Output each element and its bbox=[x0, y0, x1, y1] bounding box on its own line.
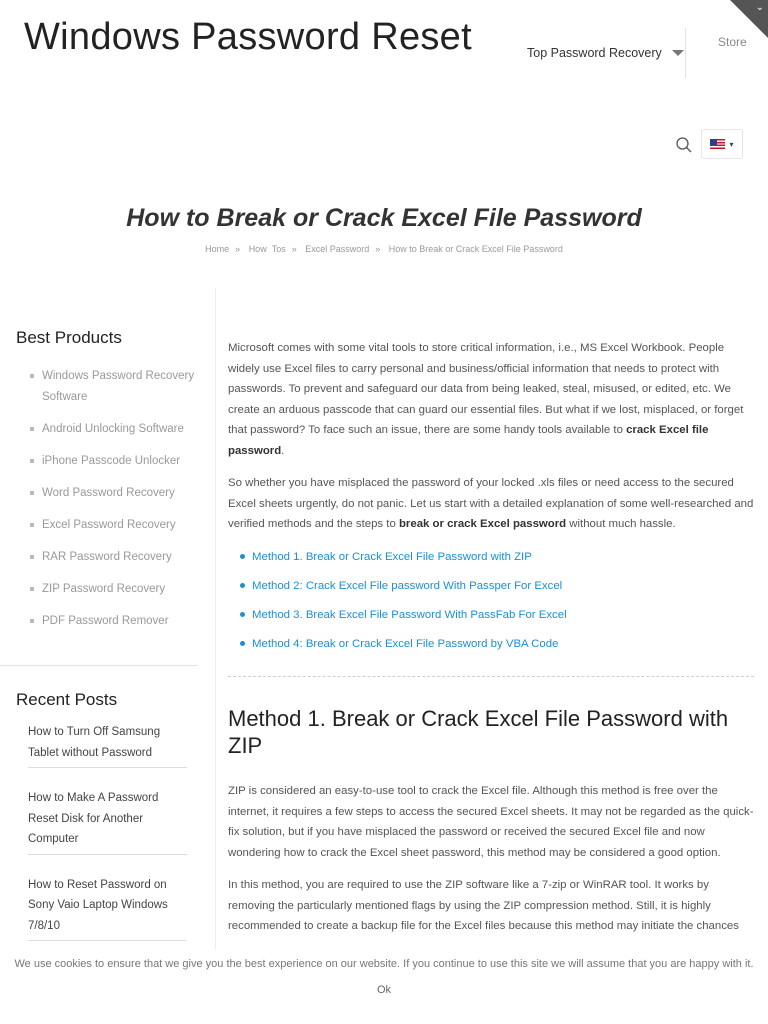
text: without much hassle. bbox=[566, 518, 676, 530]
recent-post-link[interactable]: How to Reset Password on Sony Vaio Laptop Windows 7/8/10 bbox=[28, 875, 187, 942]
toc-link-method-2[interactable]: Method 2: Crack Excel File password With Passper For Excel bbox=[240, 576, 754, 597]
recent-post-link[interactable]: How to Make A Password Reset Disk for Another Computer bbox=[28, 788, 187, 855]
text: . bbox=[281, 444, 285, 457]
site-title[interactable]: Windows Password Reset bbox=[24, 16, 472, 58]
us-flag-icon bbox=[710, 139, 725, 149]
paragraph: In this method, you are required to use the ZIP software like a 7-zip or WinRAR tool. It works by removing the particularly mentioned flags by using the ZIP compression method. Still, it is highly recommended to create a backup file for the Excel files because this method may initiate the chances bbox=[228, 879, 739, 932]
sidebar-item-zip-password-recovery[interactable]: ZIP Password Recovery bbox=[30, 579, 198, 600]
section-heading: Method 1. Break or Crack Excel File Password with ZIP bbox=[228, 706, 729, 758]
sidebar-item-windows-password-recovery[interactable]: Windows Password Recovery Software bbox=[30, 366, 198, 407]
best-products-list bbox=[30, 366, 198, 643]
breadcrumb-item: How to Break or Crack Excel File Password bbox=[388, 244, 563, 253]
toc-link-method-4[interactable]: Method 4: Break or Crack Excel File Password by VBA Code bbox=[240, 634, 754, 655]
cookie-bar bbox=[0, 950, 768, 1024]
bold-text: crack Excel file password bbox=[228, 424, 709, 457]
intro-paragraph bbox=[228, 473, 754, 535]
sidebar-item-iphone-passcode-unlocker[interactable]: iPhone Passcode Unlocker bbox=[30, 451, 198, 472]
language-selector[interactable] bbox=[701, 129, 743, 159]
nav-divider bbox=[685, 28, 686, 78]
breadcrumb: Home » How_Tos » Excel Password » How to Break or Crack Excel File Password bbox=[205, 244, 563, 253]
paragraph: ZIP is considered an easy-to-use tool to crack the Excel file. Although this method is free over the internet, it requires a few steps to access the secured Excel sheets. It may not be regarded as the quick-fix solution, but if you have misplaced the password or received the secured Excel file and now wondering how to crack the Excel sheet password, this method may be considered a good option. bbox=[228, 785, 754, 859]
chevron-down-icon: ▾ bbox=[729, 139, 734, 149]
page-title: How to Break or Crack Excel File Password bbox=[126, 204, 642, 232]
sidebar-item-android-unlocking[interactable]: Android Unlocking Software bbox=[30, 419, 198, 440]
section-divider bbox=[228, 676, 754, 677]
recent-posts-title: Recent Posts bbox=[16, 690, 118, 709]
nav-item-label: Top Password Recovery bbox=[527, 46, 662, 60]
recent-post-link[interactable]: How to Turn Off Samsung Tablet without Password bbox=[28, 722, 187, 768]
recent-posts-list bbox=[28, 722, 187, 961]
cookie-text: We use cookies to ensure that we give you the best experience on our website. If you continue to use this site we will assume that you are happy with it. bbox=[14, 958, 754, 970]
text: Microsoft comes with some vital tools to store critical information, i.e., MS Excel Workbook. People widely use Excel files to carry personal and business/official information that needs to protect with passwords. To prevent and safeguard our data from being leaked, steal, misused, or edited, etc. We create an arduous passcode that can guard our essential files. But what if we lost, misplaced, or forget that password? To face such an issue, there are some handy tools available to bbox=[228, 342, 744, 436]
intro-paragraph bbox=[228, 338, 754, 461]
table-of-contents bbox=[240, 547, 754, 655]
breadcrumb-item[interactable]: How_Tos bbox=[248, 244, 286, 253]
widget-separator bbox=[0, 665, 198, 666]
sidebar-item-pdf-password-remover[interactable]: PDF Password Remover bbox=[30, 611, 198, 632]
breadcrumb-item[interactable]: Excel Password bbox=[305, 244, 370, 253]
nav-store[interactable]: Store bbox=[718, 35, 747, 49]
sidebar-item-excel-password-recovery[interactable]: Excel Password Recovery bbox=[30, 515, 198, 536]
cookie-ok-button[interactable]: Ok bbox=[376, 984, 392, 996]
nav-top-password-recovery[interactable] bbox=[527, 46, 684, 60]
bold-text: break or crack Excel password bbox=[398, 518, 567, 530]
search-icon[interactable] bbox=[675, 136, 693, 154]
article-content bbox=[228, 338, 754, 949]
chevron-down-icon: ⌄ bbox=[755, 2, 764, 13]
text: So whether you have misplaced the password of your locked .xls files or need access to the secured Excel sheets urgently, do not panic. Let us start with a detailed explanation of some well-researched and verified methods and the steps to bbox=[228, 477, 754, 530]
caret-down-icon bbox=[672, 50, 684, 56]
sidebar-divider bbox=[215, 288, 216, 1024]
sidebar-item-word-password-recovery[interactable]: Word Password Recovery bbox=[30, 483, 198, 504]
breadcrumb-item[interactable]: Home bbox=[205, 244, 230, 253]
sidebar-item-rar-password-recovery[interactable]: RAR Password Recovery bbox=[30, 547, 198, 568]
toc-link-method-3[interactable]: Method 3. Break Excel File Password With PassFab For Excel bbox=[240, 605, 754, 626]
best-products-title: Best Products bbox=[16, 328, 122, 347]
toc-link-method-1[interactable]: Method 1. Break or Crack Excel File Password with ZIP bbox=[240, 547, 754, 568]
